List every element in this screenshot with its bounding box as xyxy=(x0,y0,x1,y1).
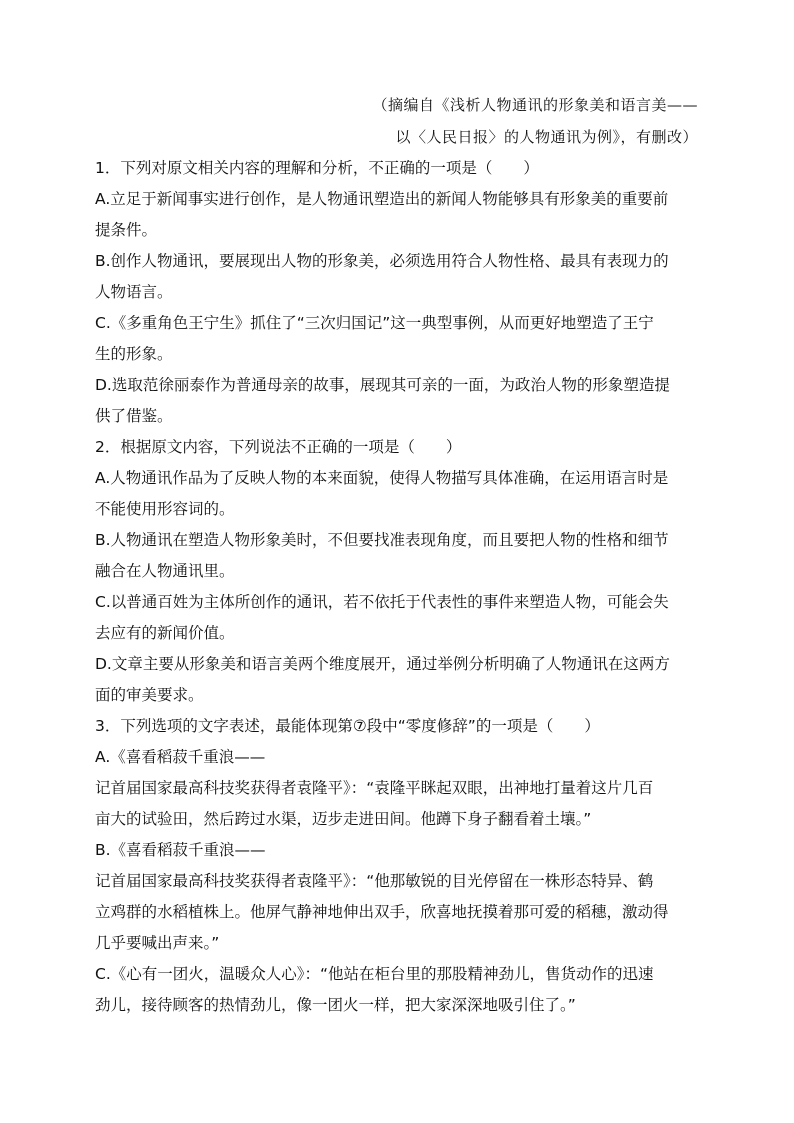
option-c-line: C.以普通百姓为主体所创作的通讯，若不依托于代表性的事件来塑造人物，可能会失 xyxy=(95,593,669,611)
option-b-line: 几乎要喊出声来。” xyxy=(95,934,220,952)
option-a-line: 不能使用形容词的。 xyxy=(95,500,235,518)
questions-section xyxy=(95,153,698,1021)
question-stem: 1．下列对原文相关内容的理解和分析，不正确的一项是（ ） xyxy=(95,159,539,177)
option-b-line: 立鸡群的水稻植株上。他屏气静神地伸出双手，欣喜地抚摸着那可爱的稻穗，激动得 xyxy=(95,903,669,921)
question-stem: 2．根据原文内容，下列说法不正确的一项是（ ） xyxy=(95,438,462,456)
option-a-line: 亩大的试验田，然后跨过水渠，迈步走进田间。他蹲下身子翻看着土壤。” xyxy=(95,810,592,828)
option-c-line: 生的形象。 xyxy=(95,345,173,363)
option-b-line: 记首届国家最高科技奖获得者袁隆平》：“他那敏锐的目光停留在一株形态特异、鹤 xyxy=(95,872,654,890)
option-b-line: B.《喜看稻菽千重浪—— xyxy=(95,841,266,859)
question-stem: 3．下列选项的文字表述，最能体现第⑦段中“零度修辞”的一项是（ ） xyxy=(95,717,600,735)
option-a-line: 记首届国家最高科技奖获得者袁隆平》：“袁隆平眯起双眼，出神地打量着这片几百 xyxy=(95,779,654,797)
option-b-line: 人物语言。 xyxy=(95,283,173,301)
question-2 xyxy=(95,432,698,711)
option-b-line: 融合在人物通讯里。 xyxy=(95,562,235,580)
option-c-line: 劲儿，接待顾客的热情劲儿，像一团火一样，把大家深深地吸引住了。” xyxy=(95,996,576,1014)
option-d-line: 面的审美要求。 xyxy=(95,686,204,704)
option-d-line: D.文章主要从形象美和语言美两个维度展开，通过举例分析明确了人物通讯在这两方 xyxy=(95,655,670,673)
option-b-line: B.创作人物通讯，要展现出人物的形象美，必须选用符合人物性格、最具有表现力的 xyxy=(95,252,669,270)
option-c-line: 去应有的新闻价值。 xyxy=(95,624,235,642)
question-3 xyxy=(95,711,698,1021)
option-d-line: 供了借鉴。 xyxy=(95,407,173,425)
source-citation-line-2: 以〈人民日报〉的人物通讯为例》，有删改） xyxy=(395,128,698,146)
option-c-line: C.《多重角色王宁生》抓住了“三次归国记”这一典型事例，从而更好地塑造了王宁 xyxy=(95,314,654,332)
option-a-line: A.人物通讯作品为了反映人物的本来面貌，使得人物描写具体准确，在运用语言时是 xyxy=(95,469,669,487)
option-c-line: C.《心有一团火，温暖众人心》：“他站在柜台里的那股精神劲儿，售货动作的迅速 xyxy=(95,965,654,983)
option-d-line: D.选取范徐丽泰作为普通母亲的故事，展现其可亲的一面，为政治人物的形象塑造提 xyxy=(95,376,670,394)
source-citation-line-1: （摘编自《浅析人物通讯的形象美和语言美—— xyxy=(372,96,698,114)
option-a-line: A.《喜看稻菽千重浪—— xyxy=(95,748,266,766)
option-b-line: B.人物通讯在塑造人物形象美时，不但要找准表现角度，而且要把人物的性格和细节 xyxy=(95,531,669,549)
option-a-line: 提条件。 xyxy=(95,221,158,239)
question-1 xyxy=(95,153,698,432)
option-a-line: A.立足于新闻事实进行创作，是人物通讯塑造出的新闻人物能够具有形象美的重要前 xyxy=(95,190,669,208)
